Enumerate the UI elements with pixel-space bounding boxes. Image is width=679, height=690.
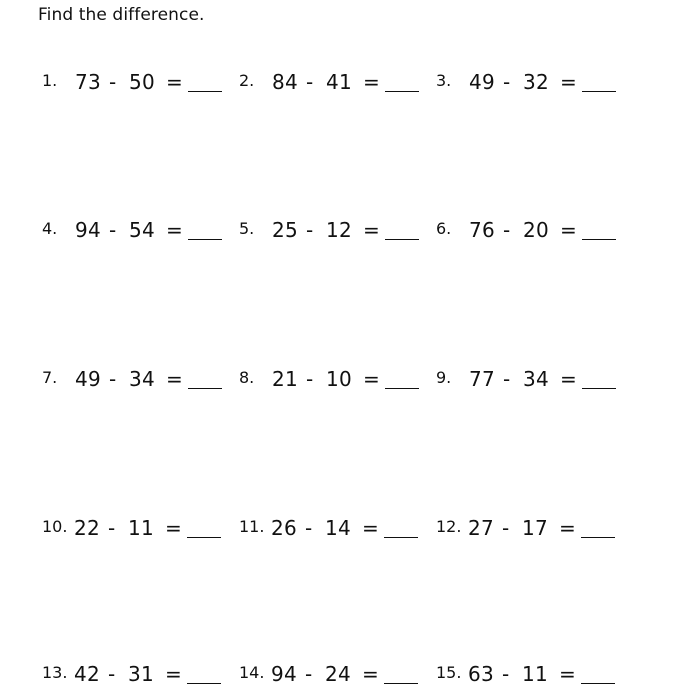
- subtrahend: 11: [522, 662, 549, 686]
- answer-blank[interactable]: [188, 239, 222, 240]
- minuend: 49: [75, 367, 102, 391]
- minus-sign: -: [109, 367, 117, 391]
- minus-sign: -: [502, 516, 510, 540]
- minuend: 42: [74, 662, 101, 686]
- problem-number: 4.: [42, 219, 58, 238]
- subtrahend: 20: [523, 218, 550, 242]
- minuend: 26: [271, 516, 298, 540]
- answer-blank[interactable]: [187, 683, 221, 684]
- subtrahend: 41: [326, 70, 353, 94]
- minuend: 63: [468, 662, 495, 686]
- instructions: Find the difference.: [38, 5, 205, 25]
- minus-sign: -: [108, 662, 116, 686]
- answer-blank[interactable]: [188, 91, 222, 92]
- answer-blank[interactable]: [385, 388, 419, 389]
- subtrahend: 11: [128, 516, 155, 540]
- minuend: 84: [272, 70, 299, 94]
- equals-sign: =: [560, 70, 578, 94]
- problem-14: [239, 660, 429, 690]
- subtrahend: 34: [129, 367, 156, 391]
- problem-4: [42, 216, 232, 246]
- minus-sign: -: [305, 662, 313, 686]
- answer-blank[interactable]: [581, 537, 615, 538]
- problem-15: [436, 660, 626, 690]
- answer-blank[interactable]: [384, 683, 418, 684]
- problem-number: 9.: [436, 368, 452, 387]
- problem-number: 13.: [42, 663, 68, 682]
- problem-number: 8.: [239, 368, 255, 387]
- minus-sign: -: [305, 516, 313, 540]
- minuend: 49: [469, 70, 496, 94]
- minus-sign: -: [306, 367, 314, 391]
- problem-number: 12.: [436, 517, 462, 536]
- minuend: 22: [74, 516, 101, 540]
- problem-3: [436, 68, 626, 98]
- subtrahend: 32: [523, 70, 550, 94]
- answer-blank[interactable]: [385, 91, 419, 92]
- problem-number: 14.: [239, 663, 265, 682]
- problem-number: 6.: [436, 219, 452, 238]
- problem-13: [42, 660, 232, 690]
- minus-sign: -: [109, 70, 117, 94]
- answer-blank[interactable]: [384, 537, 418, 538]
- equals-sign: =: [363, 70, 381, 94]
- minus-sign: -: [108, 516, 116, 540]
- problem-2: [239, 68, 429, 98]
- equals-sign: =: [166, 218, 184, 242]
- equals-sign: =: [362, 662, 380, 686]
- equals-sign: =: [559, 662, 577, 686]
- problem-12: [436, 514, 626, 544]
- subtrahend: 34: [523, 367, 550, 391]
- subtrahend: 10: [326, 367, 353, 391]
- minuend: 76: [469, 218, 496, 242]
- problem-8: [239, 365, 429, 395]
- problem-9: [436, 365, 626, 395]
- subtrahend: 12: [326, 218, 353, 242]
- equals-sign: =: [559, 516, 577, 540]
- minuend: 21: [272, 367, 299, 391]
- subtrahend: 31: [128, 662, 155, 686]
- equals-sign: =: [166, 367, 184, 391]
- equals-sign: =: [560, 367, 578, 391]
- minus-sign: -: [503, 218, 511, 242]
- problem-number: 10.: [42, 517, 68, 536]
- subtrahend: 14: [325, 516, 352, 540]
- equals-sign: =: [363, 218, 381, 242]
- subtrahend: 17: [522, 516, 549, 540]
- subtrahend: 50: [129, 70, 156, 94]
- equals-sign: =: [362, 516, 380, 540]
- minuend: 77: [469, 367, 496, 391]
- answer-blank[interactable]: [582, 388, 616, 389]
- minuend: 94: [75, 218, 102, 242]
- minus-sign: -: [306, 70, 314, 94]
- answer-blank[interactable]: [188, 388, 222, 389]
- problem-number: 11.: [239, 517, 265, 536]
- problem-number: 15.: [436, 663, 462, 682]
- answer-blank[interactable]: [582, 91, 616, 92]
- problem-10: [42, 514, 232, 544]
- minuend: 27: [468, 516, 495, 540]
- problem-6: [436, 216, 626, 246]
- problem-number: 2.: [239, 71, 255, 90]
- minus-sign: -: [503, 367, 511, 391]
- equals-sign: =: [560, 218, 578, 242]
- minus-sign: -: [503, 70, 511, 94]
- minuend: 94: [271, 662, 298, 686]
- minuend: 25: [272, 218, 299, 242]
- problem-5: [239, 216, 429, 246]
- problem-number: 5.: [239, 219, 255, 238]
- answer-blank[interactable]: [385, 239, 419, 240]
- subtrahend: 24: [325, 662, 352, 686]
- problem-number: 3.: [436, 71, 452, 90]
- equals-sign: =: [363, 367, 381, 391]
- subtrahend: 54: [129, 218, 156, 242]
- equals-sign: =: [166, 70, 184, 94]
- equals-sign: =: [165, 662, 183, 686]
- answer-blank[interactable]: [187, 537, 221, 538]
- minus-sign: -: [502, 662, 510, 686]
- problem-11: [239, 514, 429, 544]
- minus-sign: -: [109, 218, 117, 242]
- equals-sign: =: [165, 516, 183, 540]
- answer-blank[interactable]: [582, 239, 616, 240]
- problem-number: 1.: [42, 71, 58, 90]
- answer-blank[interactable]: [581, 683, 615, 684]
- minuend: 73: [75, 70, 102, 94]
- problem-1: [42, 68, 232, 98]
- problem-7: [42, 365, 232, 395]
- problem-number: 7.: [42, 368, 58, 387]
- minus-sign: -: [306, 218, 314, 242]
